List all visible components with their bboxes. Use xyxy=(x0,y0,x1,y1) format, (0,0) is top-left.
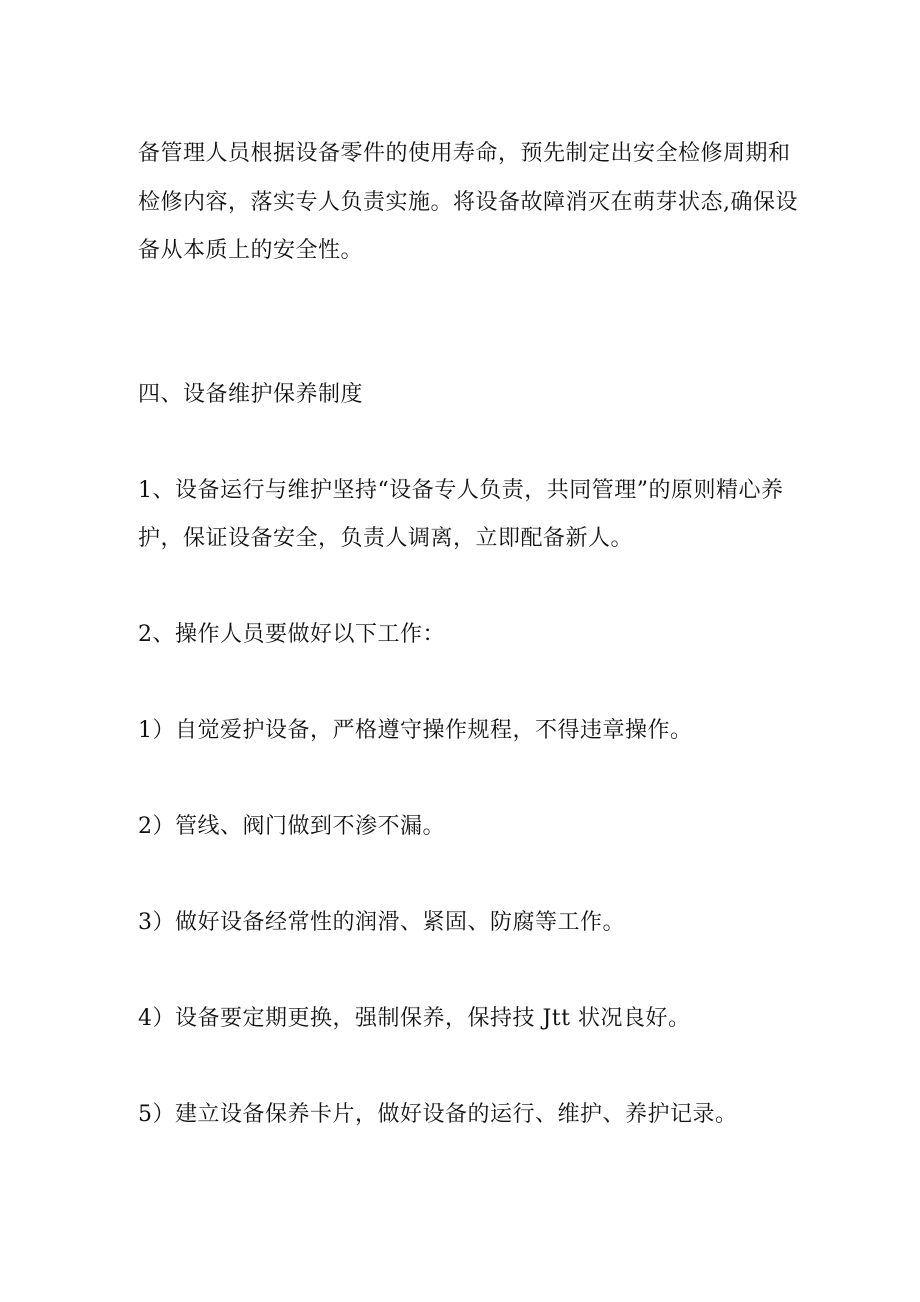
item-1-line-1: 1、设备运行与维护坚持“设备专人负责，共同管理”的原则精心养 xyxy=(138,478,784,503)
sub-item-5: 5）建立设备保养卡片，做好设备的运行、维护、养护记录。 xyxy=(138,1102,738,1127)
sub-item-1: 1）自觉爱护设备，严格遵守操作规程，不得违章操作。 xyxy=(138,718,693,743)
intro-line-2: 检修内容，落实专人负责实施。将设备故障消灭在萌芽状态,确保设 xyxy=(138,190,798,215)
intro-line-3: 备从本质上的安全性。 xyxy=(138,238,364,263)
item-2: 2、操作人员要做好以下工作： xyxy=(138,622,445,647)
item-1-line-2: 护，保证设备安全，负责人调离，立即配备新人。 xyxy=(138,526,634,551)
sub-item-4: 4）设备要定期更换，强制保养，保持技 Jtt 状况良好。 xyxy=(138,1006,691,1031)
section-heading: 四、设备维护保养制度 xyxy=(138,382,364,407)
sub-item-2: 2）管线、阀门做到不渗不漏。 xyxy=(138,814,445,839)
intro-line-1: 备管理人员根据设备零件的使用寿命，预先制定出安全检修周期和 xyxy=(138,141,791,166)
sub-item-3: 3）做好设备经常性的润滑、紧固、防腐等工作。 xyxy=(138,910,625,935)
